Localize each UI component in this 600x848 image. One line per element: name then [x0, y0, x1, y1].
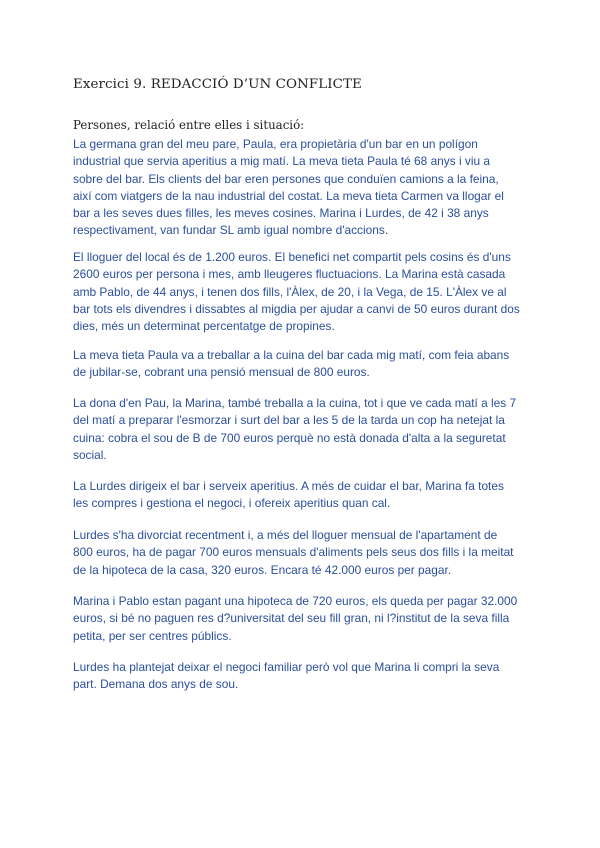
paragraph-line: part. Demana dos anys de sou.: [73, 677, 239, 692]
paragraph-line: 800 euros, ha de pagar 700 euros mensuals d'aliments pels seus dos fills i la meitat: [73, 545, 514, 560]
paragraph-8: [73, 659, 543, 694]
paragraph-line: amb Pablo, de 44 anys, i tenen dos fills, l'Àlex, de 20, i la Vega, de 15. L'Àlex ve al: [73, 284, 507, 299]
paragraph-5: [73, 478, 543, 513]
paragraph-line: cuina: cobra el sou de B de 700 euros perquè no està donada d'alta a la seguretat: [73, 430, 506, 445]
paragraph-line: petita, per ser centres públics.: [73, 628, 232, 643]
paragraph-line: El lloguer del local és de 1.200 euros. El benefici net compartit pels cosins és d'uns: [73, 250, 511, 264]
section-subtitle: Persones, relació entre elles i situació:: [73, 118, 305, 132]
paragraph-line: 2600 euros per persona i mes, amb lleugeres fluctuacions. La Marina està casada: [73, 267, 506, 282]
paragraph-line: La dona d'en Pau, la Marina, també treballa a la cuina, tot i que ve cada matí a les 7: [73, 396, 517, 410]
paragraph-3: [73, 347, 543, 382]
paragraph-line: dies, més un determinat percentatge de propines.: [73, 319, 335, 334]
paragraph-1: [73, 136, 543, 240]
paragraph-line: Lurdes ha plantejat deixar el negoci familiar però vol que Marina li compri la seva: [73, 660, 500, 674]
paragraph-line: industrial que servia aperitius a mig matí. La meva tieta Paula té 68 anys i viu a: [73, 154, 491, 169]
paragraph-line: bar a les seves dues filles, les meves cosines. Marina i Lurdes, de 42 i 38 anys: [73, 206, 489, 221]
paragraph-4: [73, 395, 543, 464]
paragraph-2: [73, 249, 543, 335]
paragraph-line: social.: [73, 447, 107, 462]
paragraph-line: euros, si bé no paguen res d?universitat del seu fill gran, ni l?institut de la seva filla: [73, 611, 510, 626]
paragraph-line: del matí a preparar l'esmorzar i surt del bar a les 5 de la tarda un cop ha netejat la: [73, 413, 505, 428]
paragraph-6: [73, 527, 543, 579]
paragraph-line: La germana gran del meu pare, Paula, era propietària d'un bar en un polígon: [73, 137, 478, 151]
paragraph-line: Marina i Pablo estan pagant una hipoteca de 720 euros, els queda per pagar 32.000: [73, 594, 518, 608]
paragraph-line: de jubilar-se, cobrant una pensió mensual de 800 euros.: [73, 365, 370, 380]
paragraph-line: respectivament, van fundar SL amb igual nombre d'accions.: [73, 223, 389, 238]
paragraph-line: de la hipoteca de la casa, 320 euros. Encara té 42.000 euros per pagar.: [73, 562, 452, 577]
paragraph-line: Lurdes s'ha divorciat recentment i, a més del lloguer mensual de l'apartament de: [73, 528, 498, 542]
paragraph-line: les compres i gestiona el negoci, i ofereix aperitius quan cal.: [73, 496, 391, 511]
paragraph-line: sobre del bar. Els clients del bar eren persones que conduïen camions a la feina,: [73, 171, 499, 186]
exercise-title: Exercici 9. REDACCIÓ D’UN CONFLICTE: [73, 77, 362, 92]
paragraph-line: així com viatgers de la nau industrial del costat. La meva tieta Carmen va llogar el: [73, 188, 504, 203]
paragraph-line: La Lurdes dirigeix el bar i serveix aperitius. A més de cuidar el bar, Marina fa totes: [73, 479, 504, 493]
paragraph-line: bar tots els divendres i dissabtes al migdia per ajudar a canvi de 50 euros durant dos: [73, 301, 520, 316]
paragraph-7: [73, 593, 543, 645]
paragraph-line: La meva tieta Paula va a treballar a la cuina del bar cada mig matí, com feia abans: [73, 348, 510, 362]
